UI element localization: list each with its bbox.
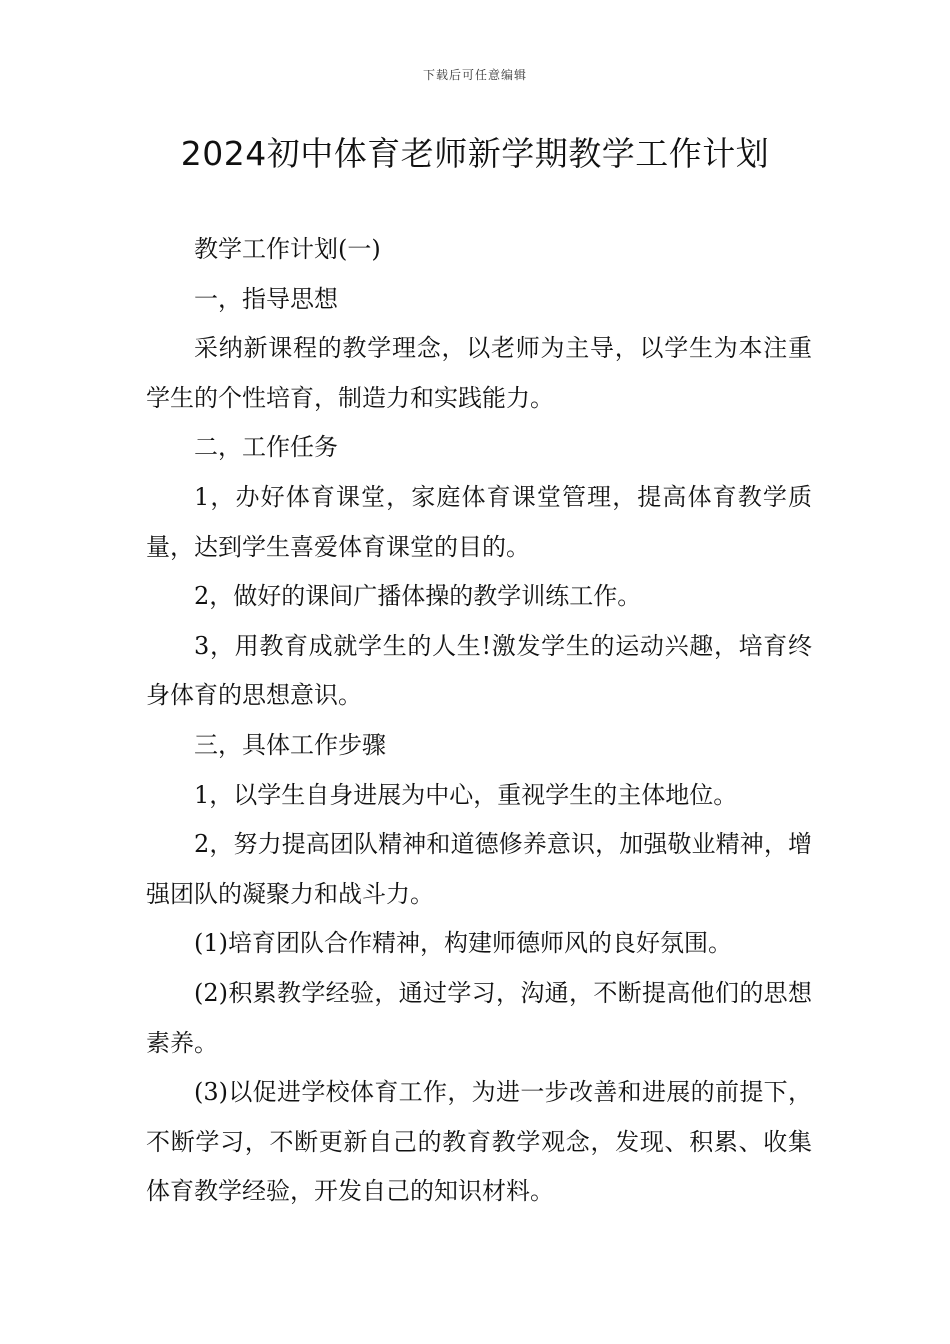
header-note: 下载后可任意编辑 (422, 68, 527, 82)
paragraph: 1，办好体育课堂，家庭体育课堂管理，提高体育教学质量，达到学生喜爱体育课堂的目的。 (146, 482, 812, 561)
document-title: 2024初中体育老师新学期教学工作计划 (180, 134, 770, 173)
paragraph: 采纳新课程的教学理念，以老师为主导，以学生为本注重学生的个性培育，制造力和实践能力。 (146, 334, 812, 412)
paragraph: 2，努力提高团队精神和道德修养意识，加强敬业精神，增强团队的凝聚力和战斗力。 (146, 830, 812, 908)
paragraph: 1，以学生自身进展为中心，重视学生的主体地位。 (194, 780, 738, 809)
section-subtitle: 教学工作计划(一) (194, 235, 381, 263)
paragraph: 2，做好的课间广播体操的教学训练工作。 (194, 582, 642, 611)
paragraph: (1)培育团队合作精神，构建师德师风的良好氛围。 (194, 929, 732, 958)
section-heading-tasks: 二，工作任务 (194, 433, 338, 462)
section-heading-steps: 三，具体工作步骤 (194, 730, 386, 759)
paragraph: 3，用教育成就学生的人生!激发学生的运动兴趣，培育终身体育的思想意识。 (146, 631, 812, 710)
document-body (146, 225, 812, 1217)
paragraph: (3)以促进学校体育工作，为进一步改善和进展的前提下，不断学习，不断更新自己的教育教学观念，发现、积累、收集体育教学经验，开发自己的知识材料。 (146, 1078, 812, 1206)
paragraph: (2)积累教学经验，通过学习，沟通，不断提高他们的思想素养。 (146, 978, 812, 1057)
section-heading-guiding-thought: 一，指导思想 (194, 284, 338, 313)
